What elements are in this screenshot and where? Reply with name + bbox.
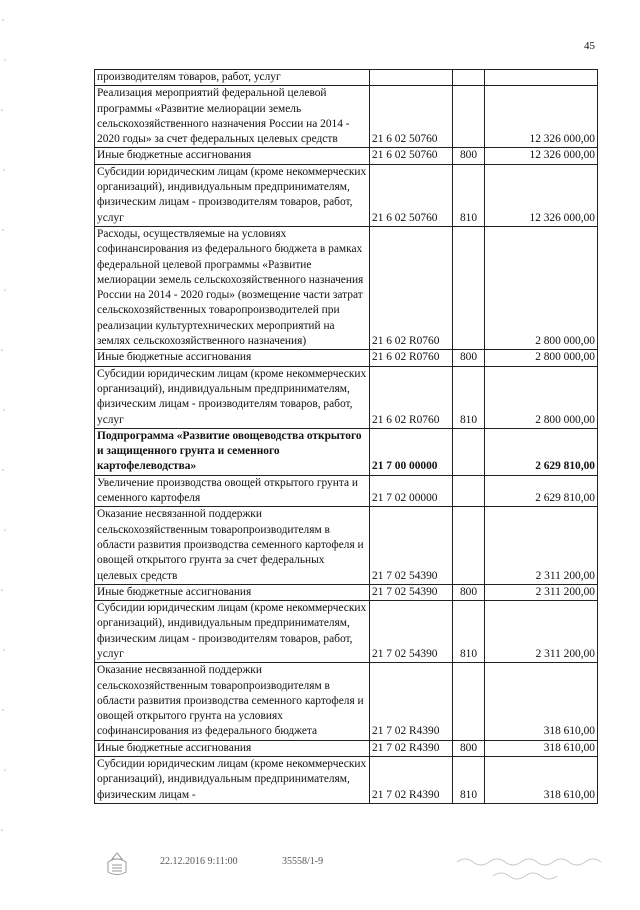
signature-mark [453,852,613,884]
row-sum-cell: 2 800 000,00 [485,226,598,349]
row-type-cell: 800 [453,584,485,600]
row-name-cell: Иные бюджетные ассигнования [95,148,370,164]
row-sum-cell: 12 326 000,00 [485,148,598,164]
row-name-cell: Подпрограмма «Развитие овощеводства открытого и защищенного грунта и семенного картофелеводства» [95,428,370,475]
row-name-cell: Субсидии юридическим лицам (кроме некоммерческих организаций), индивидуальным предпринимателям, физическим лицам - производителям товаров, работ, услуг [95,164,370,226]
row-name-cell: Реализация мероприятий федеральной целевой программы «Развитие мелиорации земель сельскохозяйственного назначения России на 2014 - 2020 годы» за счет федеральных целевых средств [95,86,370,148]
row-code-cell: 21 7 02 54390 [370,507,453,584]
row-type-cell: 810 [453,164,485,226]
footer-document-number: 35558/1-9 [282,856,324,867]
row-sum-cell: 318 610,00 [485,740,598,756]
row-type-cell [453,70,485,86]
row-code-cell: 21 7 02 R4390 [370,663,453,740]
row-type-cell [453,86,485,148]
footer-date: 22.12.2016 9:11:00 [160,856,238,867]
row-code-cell: 21 6 02 50760 [370,164,453,226]
table-row [95,86,598,148]
row-sum-cell: 12 326 000,00 [485,86,598,148]
row-sum-cell: 12 326 000,00 [485,164,598,226]
row-code-cell: 21 6 02 50760 [370,148,453,164]
row-code-cell: 21 6 02 R0760 [370,226,453,349]
table-row [95,584,598,600]
row-type-cell: 800 [453,350,485,366]
row-type-cell: 800 [453,148,485,164]
row-sum-cell: 2 311 200,00 [485,584,598,600]
row-sum-cell: 2 629 810,00 [485,428,598,475]
row-name-cell: Расходы, осуществляемые на условиях софинансирования из федерального бюджета в рамках федеральной целевой программы «Развитие мелиорации земель сельскохозяйственного назначения России на 2014 - 2020 годы» (возмещение части затрат сельскохозяйственных товаропроизводителей при реализации культуртехнических мероприятий на землях сельскохозяйственного назначения) [95,226,370,349]
row-sum-cell: 2 629 810,00 [485,475,598,507]
table-row [95,663,598,740]
row-name-cell: Иные бюджетные ассигнования [95,584,370,600]
budget-table [94,69,598,804]
row-type-cell: 810 [453,366,485,428]
row-name-cell: Увеличение производства овощей открытого грунта и семенного картофеля [95,475,370,507]
page-number: 45 [584,40,595,52]
table-row [95,148,598,164]
row-sum-cell: 318 610,00 [485,663,598,740]
table-row [95,475,598,507]
row-code-cell: 21 6 02 R0760 [370,350,453,366]
scan-edge-dots [0,0,8,905]
row-name-cell: Субсидии юридическим лицам (кроме некоммерческих организаций), индивидуальным предпринимателям, физическим лицам - [95,757,370,804]
row-type-cell: 800 [453,740,485,756]
row-name-cell: производителям товаров, работ, услуг [95,70,370,86]
row-name-cell: Оказание несвязанной поддержки сельскохозяйственным товаропроизводителям в области развития производства семенного картофеля и овощей открытого грунта на условиях софинансирования из федерального бюджета [95,663,370,740]
row-name-cell: Иные бюджетные ассигнования [95,350,370,366]
row-type-cell: 810 [453,601,485,663]
table-row [95,366,598,428]
budget-table-body [95,70,598,804]
row-name-cell: Иные бюджетные ассигнования [95,740,370,756]
row-name-cell: Оказание несвязанной поддержки сельскохозяйственным товаропроизводителям в области развития производства семенного картофеля и овощей открытого грунта за счет федеральных целевых средств [95,507,370,584]
table-row [95,164,598,226]
row-code-cell [370,70,453,86]
table-row [95,757,598,804]
table-row [95,70,598,86]
row-type-cell [453,226,485,349]
row-code-cell: 21 7 02 R4390 [370,740,453,756]
row-type-cell [453,475,485,507]
row-type-cell [453,663,485,740]
row-code-cell: 21 7 00 00000 [370,428,453,475]
table-row [95,740,598,756]
row-code-cell: 21 7 02 54390 [370,584,453,600]
table-row [95,350,598,366]
table-row [95,601,598,663]
table-row [95,226,598,349]
row-sum-cell [485,70,598,86]
row-code-cell: 21 6 02 50760 [370,86,453,148]
row-name-cell: Субсидии юридическим лицам (кроме некоммерческих организаций), индивидуальным предпринимателям, физическим лицам - производителям товаров, работ, услуг [95,366,370,428]
row-code-cell: 21 7 02 R4390 [370,757,453,804]
row-name-cell: Субсидии юридическим лицам (кроме некоммерческих организаций), индивидуальным предпринимателям, физическим лицам - производителям товаров, работ, услуг [95,601,370,663]
row-code-cell: 21 7 02 00000 [370,475,453,507]
stamp-icon [100,850,134,880]
row-type-cell [453,507,485,584]
table-row [95,507,598,584]
table-row [95,428,598,475]
row-sum-cell: 2 311 200,00 [485,507,598,584]
row-code-cell: 21 6 02 R0760 [370,366,453,428]
row-type-cell: 810 [453,757,485,804]
row-code-cell: 21 7 02 54390 [370,601,453,663]
row-sum-cell: 2 800 000,00 [485,350,598,366]
row-type-cell [453,428,485,475]
row-sum-cell: 2 311 200,00 [485,601,598,663]
row-sum-cell: 2 800 000,00 [485,366,598,428]
row-sum-cell: 318 610,00 [485,757,598,804]
